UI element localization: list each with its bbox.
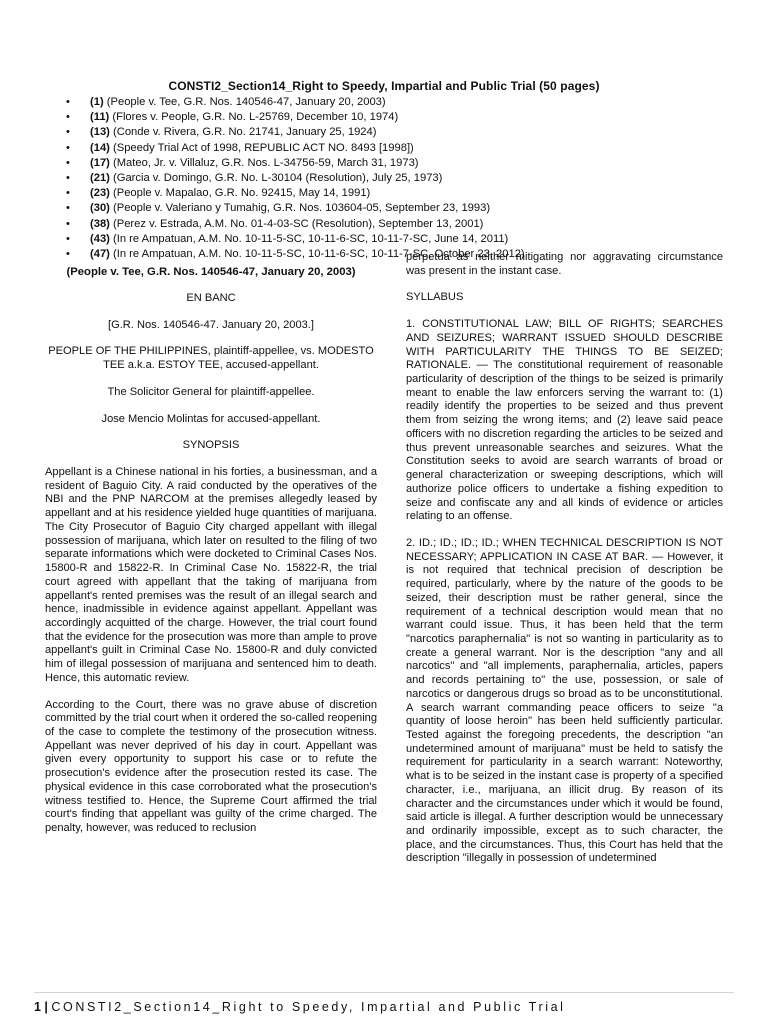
case-parties: PEOPLE OF THE PHILIPPINES, plaintiff-appellee, vs. MODESTO TEE a.k.a. ESTOY TEE, accused-appellant.: [48, 345, 374, 372]
syllabus-item: 1. CONSTITUTIONAL LAW; BILL OF RIGHTS; SEARCHES AND SEIZURES; WARRANT ISSUED SHOULD DESCRIBE WITH PARTICULARITY THE THINGS TO BE SEIZED; RATIONALE. — The constitutional requirement of reasonable particularity of description of the things to be seized is primarily meant to enable the law enforcers serving the warrant to: (1) readily identify the properties to be seized and thus prevent them from seizing the wrong items; and (2) leave said peace officers with no discretion regarding the articles to be seized and thus prevent unreasonable searches and seizures. What the Constitution seeks to avoid are search warrants of broad or general characterization or sweeping descriptions, which will authorize police officers to undertake a fishing expedition to seize and confiscate any and all kinds of evidence or articles relating to an offense.: [406, 318, 723, 523]
bullet-icon: [66, 232, 90, 247]
synopsis-paragraph: Appellant is a Chinese national in his forties, a businessman, and a resident of Baguio City. A raid conducted by the operatives of the NBI and the PNP NARCOM at the premises allegedly leased by appellant and at his residence yielded huge quantities of marijuana. The City Prosecutor of Baguio City charged appellant with illegal possession of marijuana, which later on resulted to the filing of two separate informations which were docketed to Criminal Cases Nos. 15800-R and 15822-R. In Criminal Case No. 15822-R, the trial court agreed with appellant that the taking of marijuana from appellant's rented premises was the result of an illegal search and hence, inadmissible in evidence against appellant. Appellant was accordingly acquitted of the charge. However, the trial court found that the evidence for the prosecution was more than ample to prove appellant's guilt in Criminal Case No. 15800-R and duly convicted him of illegal possession of marijuana and sentenced him to death. Hence, this automatic review.: [45, 466, 377, 684]
bullet-icon: [66, 186, 90, 201]
toc-page-number: (11): [90, 111, 110, 124]
toc-item[interactable]: [66, 156, 746, 171]
page-footer: [34, 1000, 566, 1014]
toc-page-number: (13): [90, 126, 110, 139]
footer-divider: [34, 992, 734, 993]
page-number: 1: [34, 1000, 41, 1014]
bullet-icon: [66, 247, 90, 262]
toc-entry: (People v. Valeriano y Tumahig, G.R. Nos. 103604-05, September 23, 1993): [109, 202, 491, 215]
bullet-icon: [66, 125, 90, 140]
toc-page-number: (30): [90, 202, 110, 215]
continuation-paragraph: perpetua as neither mitigating nor aggravating circumstance was present in the instant case.: [406, 251, 723, 277]
toc-item[interactable]: [66, 95, 746, 110]
counsel-line: Jose Mencio Molintas for accused-appellant.: [101, 412, 321, 425]
toc-item[interactable]: [66, 171, 746, 186]
toc-entry: (Flores v. People, G.R. No. L-25769, December 10, 1974): [109, 111, 399, 124]
synopsis-heading: SYNOPSIS: [182, 439, 240, 452]
toc-item[interactable]: [66, 186, 746, 201]
toc-entry: (In re Ampatuan, A.M. No. 10-11-5-SC, 10-11-6-SC, 10-11-7-SC, June 14, 2011): [109, 232, 509, 245]
bullet-icon: [66, 217, 90, 232]
syllabus-item: 2. ID.; ID.; ID.; ID.; WHEN TECHNICAL DESCRIPTION IS NOT NECESSARY; APPLICATION IN CASE AT BAR. — However, it is not required that technical precision of description be required, particularly, where by the nature of the goods to be seized, their description must be rather general, since the requirement of a technical description would mean that no warrant could issue. Thus, it has been held that the term "narcotics paraphernalia" is not so wanting in particularity as to create a general warrant. Nor is the description "any and all narcotics" and "all implements, paraphernalia, articles, papers and records pertaining to" the use, possession, or sale of narcotics or dangerous drugs so broad as to be unconstitutional. A search warrant commanding peace officers to seize "a quantity of loose heroin" has been held sufficiently particular. Tested against the foregoing precedents, the description "an undetermined amount of marijuana" must be held to satisfy the requirement for particularity in a search warrant: Noteworthy, what is to be seized in the instant case is property of a specified character, i.e., marijuana, an illicit drug. By reason of its character and the circumstances under which it would be found, said article is illegal. A further description would be unnecessary and ordinarily impossible, except as to such character, the place, and the circumstances. Thus, this Court has held that the description "illegally in possession of undetermined: [406, 536, 723, 865]
toc-entry: (People v. Mapalao, G.R. No. 92415, May 14, 1991): [109, 187, 371, 200]
toc-entry: (People v. Tee, G.R. Nos. 140546-47, January 20, 2003): [103, 96, 386, 108]
left-column: [45, 265, 377, 849]
bullet-icon: [66, 95, 90, 110]
toc-page-number: (17): [90, 156, 110, 169]
synopsis-paragraph: According to the Court, there was no grave abuse of discretion committed by the trial court when it ordered the so-called reopening of the case to complete the testimony of the prosecution witness. Appellant was never deprived of his day in court. Appellant was given every opportunity to support his case or to refute the prosecution's evidence after the prosecution rested its case. The physical evidence in this case corroborated what the prosecution's witness testified to. Hence, the Supreme Court affirmed the trial court's finding that appellant was guilty of the crime charged. The penalty, however, was reduced to reclusion: [45, 698, 377, 834]
toc-entry: (Conde v. Rivera, G.R. No. 21741, January 25, 1924): [109, 126, 377, 139]
footer-title: CONSTI2_Section14_Right to Speedy, Impartial and Public Trial: [51, 1000, 566, 1014]
bullet-icon: [66, 171, 90, 186]
toc-item[interactable]: [66, 232, 746, 247]
toc-entry: (Mateo, Jr. v. Villaluz, G.R. Nos. L-34756-59, March 31, 1973): [109, 156, 419, 169]
toc-item[interactable]: [66, 110, 746, 125]
document-title: CONSTI2_Section14_Right to Speedy, Impartial and Public Trial (50 pages): [168, 79, 600, 93]
toc-page-number: (14): [90, 141, 110, 154]
toc-page-number: (23): [90, 187, 110, 200]
toc-page-number: (21): [90, 172, 110, 185]
toc-item[interactable]: [66, 125, 746, 140]
syllabus-heading: SYLLABUS: [406, 291, 464, 304]
toc-entry: (Speedy Trial Act of 1998, REPUBLIC ACT NO. 8493 [1998]): [109, 141, 414, 154]
toc-entry: (Garcia v. Domingo, G.R. No. L-30104 (Resolution), July 25, 1973): [109, 172, 443, 185]
footer-separator: |: [40, 1000, 52, 1014]
bullet-icon: [66, 110, 90, 125]
toc-page-number: (38): [90, 217, 110, 230]
toc-entry: (In re Ampatuan, A.M. No. 10-11-5-SC, 10-11-6-SC, 10-11-7-SC, October 23, 2012): [109, 248, 525, 261]
gr-number-line: [G.R. Nos. 140546-47. January 20, 2003.]: [108, 318, 314, 331]
solicitor-general-line: The Solicitor General for plaintiff-appellee.: [107, 385, 315, 398]
toc-page-number: (43): [90, 232, 110, 245]
bullet-icon: [66, 156, 90, 171]
toc-entry: (Perez v. Estrada, A.M. No. 01-4-03-SC (Resolution), September 13, 2001): [109, 217, 484, 230]
toc-item[interactable]: [66, 201, 746, 216]
right-column: [406, 251, 723, 879]
toc-item[interactable]: [66, 141, 746, 156]
toc-item[interactable]: [66, 217, 746, 232]
table-of-contents: [66, 95, 746, 262]
toc-page-number: (47): [90, 248, 110, 261]
bullet-icon: [66, 141, 90, 156]
en-banc-label: EN BANC: [186, 292, 236, 304]
bullet-icon: [66, 201, 90, 216]
toc-page-number: (1): [90, 96, 104, 108]
case-heading: (People v. Tee, G.R. Nos. 140546-47, January 20, 2003): [66, 266, 356, 278]
